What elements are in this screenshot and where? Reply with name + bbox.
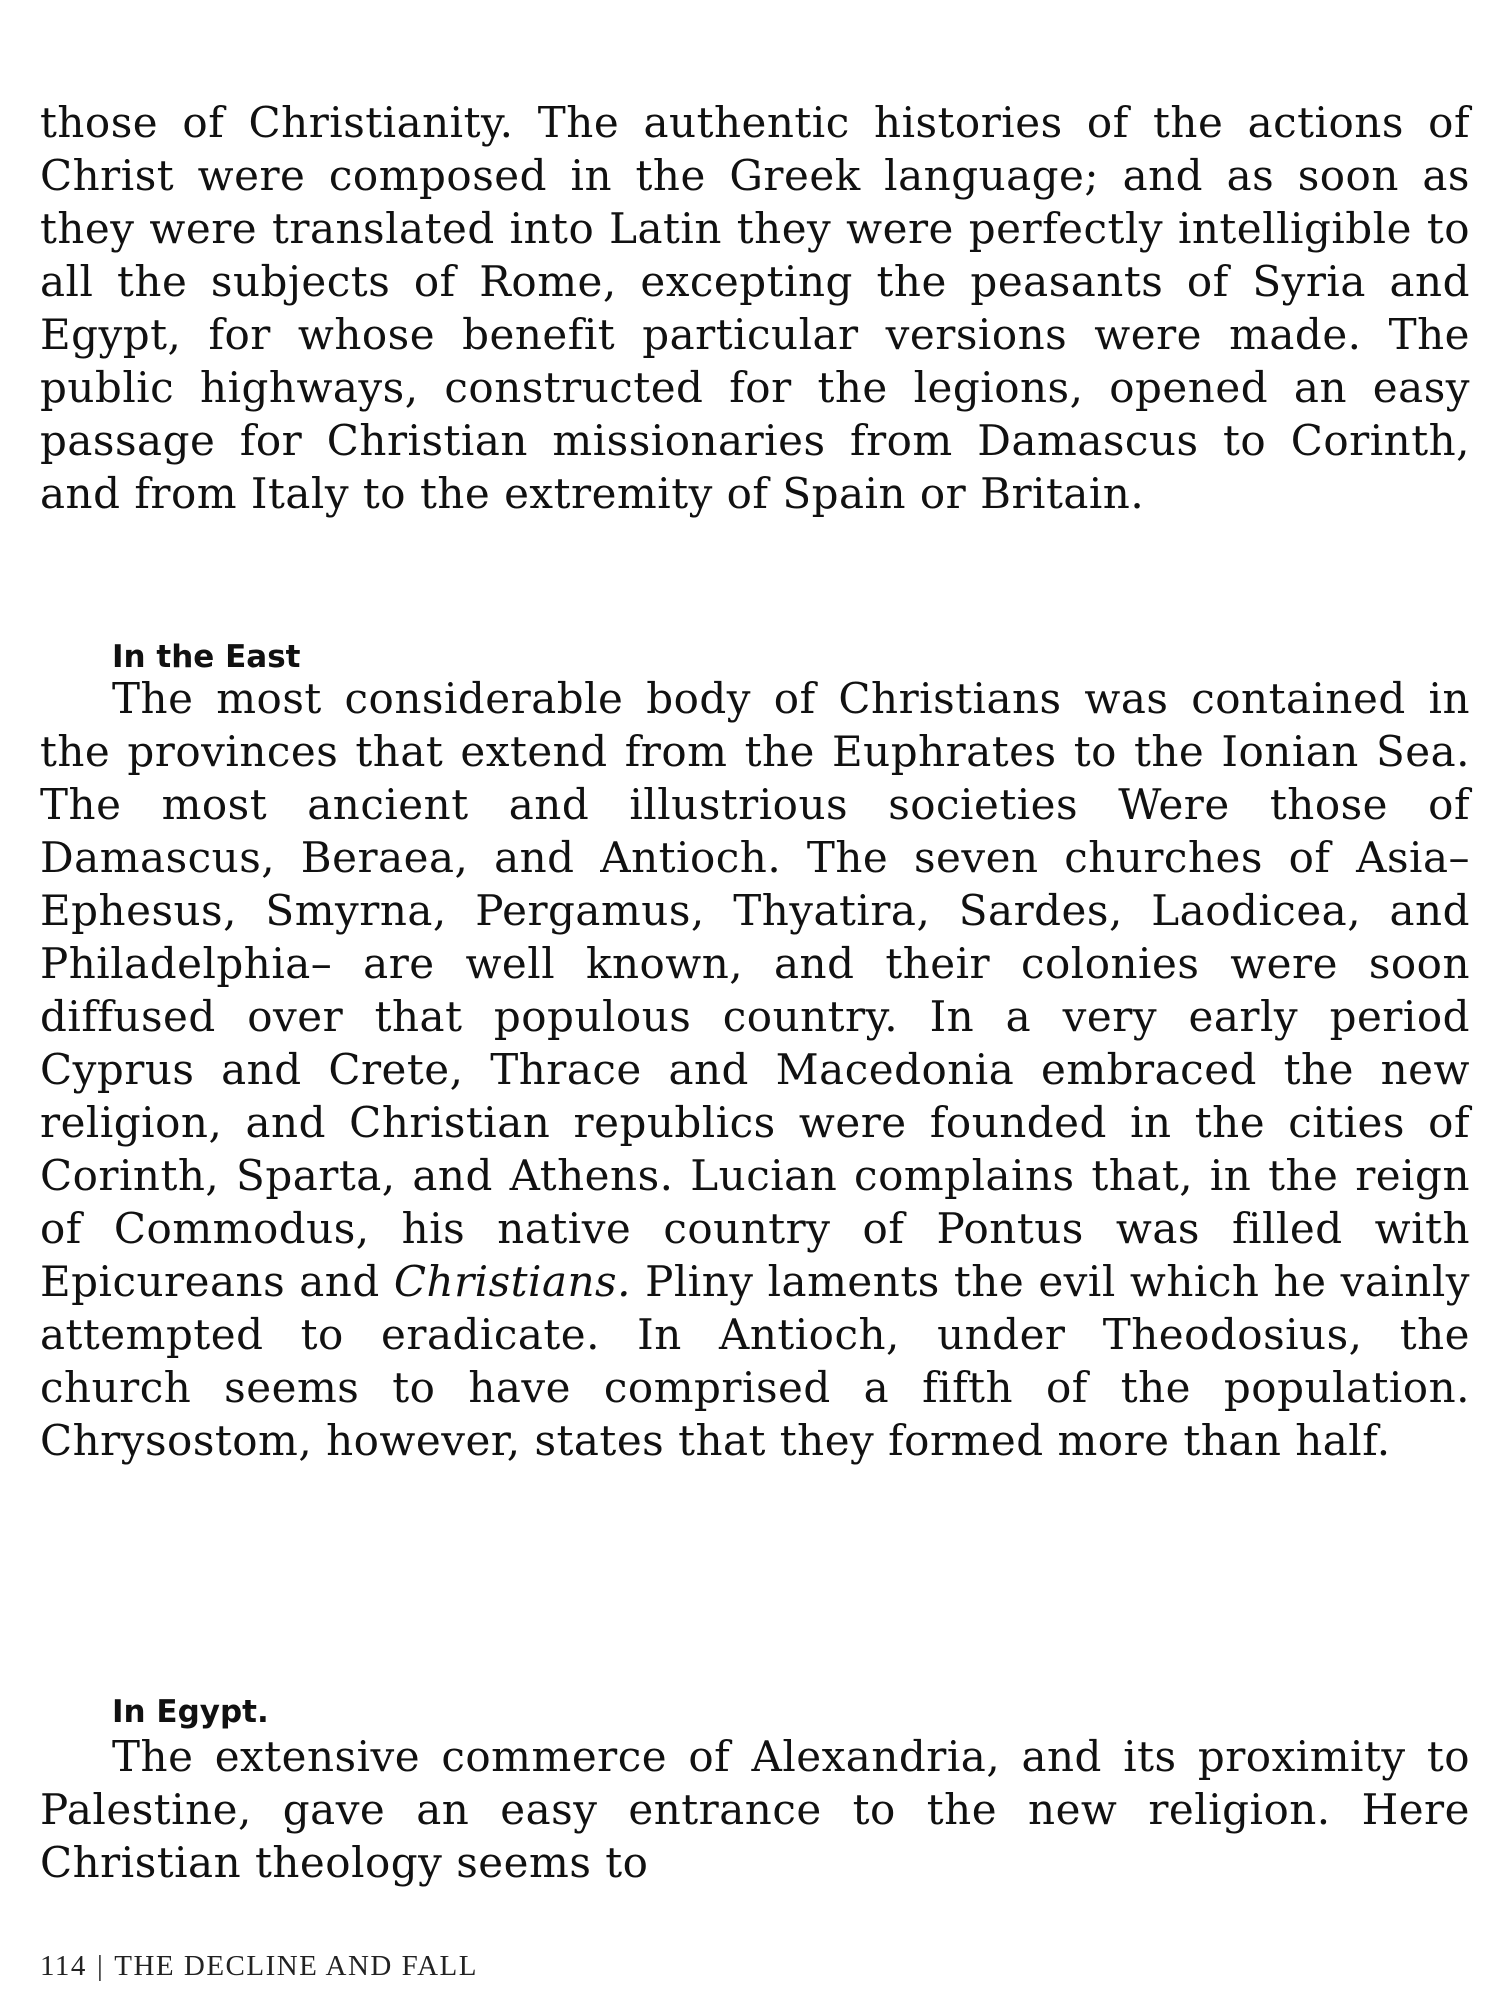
paragraph-christianity-languages: those of Christianity. The authentic histories of the actions of Christ were composed in the Greek language; and as soon as they were translated into Latin they were perfectly intelligible to all the subjects of Rome, excepting the peasants of Syria and Egypt, for whose benefit particular versions were made. The public highways, constructed for the legions, opened an easy passage for Christian missionaries from Damascus to Corinth, and from Italy to the extremity of Spain or Britain. [40,98,1470,518]
paragraph-christians-in-egypt: The extensive commerce of Alexandria, and its proximity to Palestine, gave an easy entrance to the new religion. Here Christian theology seems to [40,1732,1470,1887]
footer-separator: | [96,1950,105,1982]
section-heading-east: In the East [112,639,301,675]
running-title: THE DECLINE AND FALL [114,1950,478,1982]
section-heading-egypt: In Egypt. [112,1694,269,1730]
page-footer [40,1950,478,1983]
italic-christians: Christians. [393,1257,631,1306]
paragraph-christians-in-east [40,672,1470,1467]
paragraph-east-part-1: The most considerable body of Christians was contained in the provinces that extend from the Euphrates to the Ionian Sea. The most ancient and illustrious societies Were those of Damascus, Beraea, and Antioch. The seven churches of Asia– Ephesus, Smyrna, Pergamus, Thyatira, Sardes, Laodicea, and Philadelphia– are well known, and their colonies were soon diffused over that populous country. In a very early period Cyprus and Crete, Thrace and Macedonia embraced the new religion, and Christian republics were founded in the cities of Corinth, Sparta, and Athens. Lucian complains that, in the reign of Commodus, his native country of Pontus was filled with Epicureans and [40,674,1470,1306]
page-number: 114 [40,1950,87,1982]
paragraph-east-part-2: Pliny laments the evil which he vainly attempted to eradicate. In Antioch, under Theodosius, the church seems to have comprised a fifth of the population. Chrysostom, however, states that they formed more than half. [40,1257,1471,1465]
